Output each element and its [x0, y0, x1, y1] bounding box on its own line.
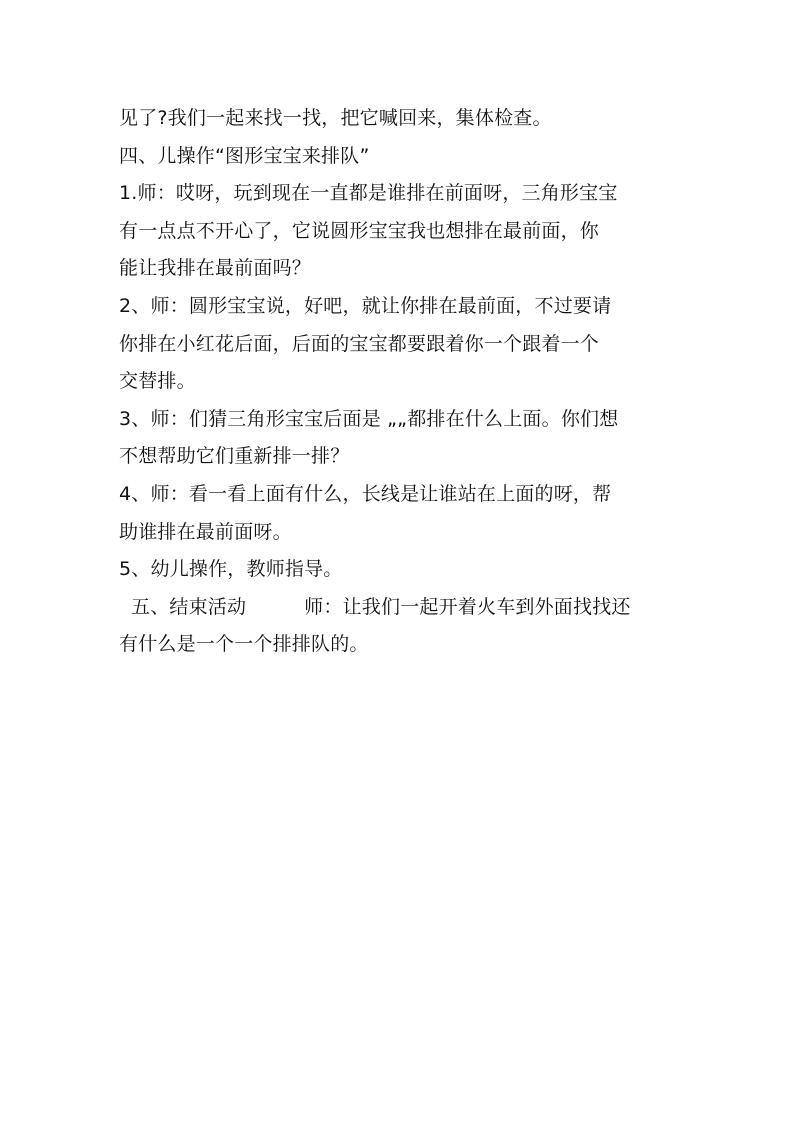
text-line: 5、幼儿操作，教师指导。 — [119, 558, 343, 581]
text-line: 见了?我们一起来找一找，把它喊回来，集体检查。 — [119, 107, 552, 129]
text-line: 1.师：哎呀，玩到现在一直都是谁排在前面呀，三角形宝宝 — [119, 182, 618, 205]
text-line: 交替排。 — [119, 370, 196, 393]
document-body — [119, 100, 679, 664]
text-line: 你排在小红花后面，后面的宝宝都要跟着你一个跟着一个 — [119, 332, 600, 355]
text-line: 助谁排在最前面呀。 — [119, 520, 292, 543]
section-5-text: 师：让我们一起开着火车到外面找找还 — [304, 595, 631, 618]
text-line: 3、师：们猜三角形宝宝后面是 „„都排在什么上面。你们想 — [119, 407, 619, 430]
text-line: 2、师：圆形宝宝说，好吧，就让你排在最前面，不过要请 — [119, 294, 612, 317]
section-5-line — [119, 589, 679, 627]
text-line: 有一点点不开心了，它说圆形宝宝我也想排在最前面，你 — [119, 219, 600, 242]
text-line: 4、师：看一看上面有什么，长线是让谁站在上面的呀，帮 — [119, 482, 612, 505]
section-heading-5: 五、结束活动 — [131, 595, 247, 618]
text-line: 不想帮助它们重新排一排？ — [119, 445, 350, 468]
text-line: 能让我排在最前面吗？ — [119, 257, 312, 280]
text-line: 有什么是一个一个排排队的。 — [119, 633, 369, 656]
section-heading-4: 四、儿操作“图形宝宝来排队” — [119, 144, 370, 167]
